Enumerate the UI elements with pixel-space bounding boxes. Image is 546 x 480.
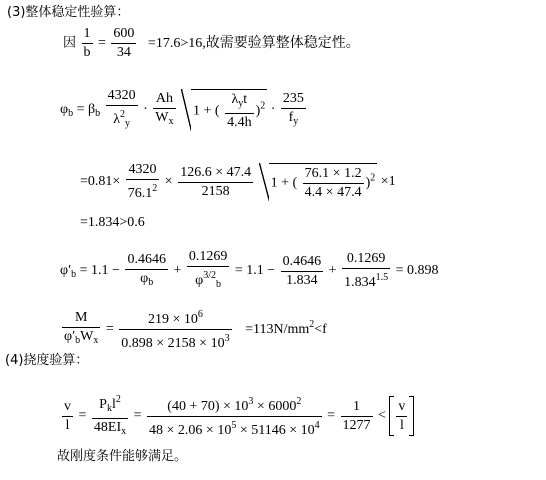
phi-b-symbol: $\varphi_b$ bbox=[60, 102, 74, 120]
plus: + bbox=[173, 263, 182, 279]
fraction-219e6 bbox=[119, 307, 231, 352]
frac-den: $48EI_x$ bbox=[93, 420, 127, 437]
section-4-title: (4)挠度验算： bbox=[5, 353, 89, 368]
equals: = bbox=[327, 408, 336, 424]
fraction-l-over-b bbox=[82, 26, 93, 61]
frac-den: 34 bbox=[116, 45, 131, 60]
fraction-4320-lambda bbox=[106, 88, 138, 132]
equation-phi-b-prime bbox=[60, 249, 438, 293]
left-bracket bbox=[389, 396, 394, 436]
frac-den: 4.4h bbox=[227, 115, 252, 130]
frac-num: 4320 bbox=[126, 162, 160, 180]
phi-b-prime-symbol: $\varphi'_b$ bbox=[60, 263, 77, 281]
frac-den: b bbox=[83, 45, 91, 60]
fraction-01269-phi bbox=[187, 249, 230, 293]
fraction-v-l bbox=[62, 399, 73, 434]
equals-beta: = $\beta_b$ bbox=[76, 102, 101, 120]
frac-num: 4320 bbox=[106, 88, 138, 106]
plus: + bbox=[328, 263, 337, 279]
frac-num: 0.1269 bbox=[342, 251, 390, 269]
equation-phi-b-formula bbox=[60, 88, 308, 132]
equation-phi-b-substitution bbox=[80, 162, 396, 202]
fraction-04646-phi bbox=[125, 252, 168, 291]
frac-den: $\lambda^2_y$ bbox=[113, 109, 131, 129]
frac-den: $\varphi'_bW_x$ bbox=[64, 329, 99, 346]
frac-den: l bbox=[399, 417, 404, 433]
fraction-pk-l2 bbox=[92, 392, 128, 440]
equals: = 1.1 − bbox=[234, 263, 276, 279]
fraction-ah-wx bbox=[153, 91, 175, 130]
frac-den: $\varphi_b$ bbox=[140, 270, 154, 288]
equation-deflection bbox=[60, 392, 414, 440]
equation-phi-b-result: =1.834>0.6 bbox=[80, 215, 145, 230]
times: × bbox=[164, 174, 173, 190]
frac-num: $\lambda_yt$ bbox=[225, 92, 254, 114]
equals: = bbox=[105, 321, 114, 337]
frac-num: $P_kl^2$ bbox=[92, 392, 128, 419]
fraction-1-1277 bbox=[341, 399, 373, 434]
fraction-235-fy bbox=[281, 91, 306, 130]
conclusion-text: 故刚度条件能够满足。 bbox=[57, 449, 188, 464]
frac-den: $f_y$ bbox=[288, 109, 299, 127]
frac-num: $219 \times 10^6$ bbox=[119, 307, 231, 330]
fraction-m-phi-w bbox=[62, 310, 100, 349]
fraction-lambda-value bbox=[303, 166, 364, 201]
tail: $=113N/mm^2<f$ bbox=[245, 318, 327, 337]
equation-ratio-check bbox=[63, 26, 360, 61]
frac-num: 235 bbox=[281, 91, 306, 109]
fraction-deflection-values bbox=[147, 394, 322, 439]
equation-stress-check bbox=[60, 307, 327, 352]
fraction-v-l-limit bbox=[396, 399, 407, 434]
fraction-lambda-t bbox=[225, 92, 254, 131]
lead: =0.81× bbox=[80, 174, 121, 190]
right-bracket bbox=[409, 396, 414, 436]
less-than: < bbox=[378, 408, 386, 424]
fraction-04646-1834 bbox=[281, 254, 324, 289]
frac-den: 2158 bbox=[201, 183, 230, 199]
frac-num: v bbox=[62, 399, 73, 417]
frac-den: 4.4 × 47.4 bbox=[304, 185, 362, 200]
dot: · bbox=[143, 102, 148, 118]
text-tail: =17.6>16,故需要验算整体稳定性。 bbox=[147, 35, 360, 51]
frac-num: 0.4646 bbox=[125, 252, 168, 270]
frac-den: $W_x$ bbox=[155, 109, 174, 127]
frac-den: 1277 bbox=[342, 417, 371, 433]
frac-num: 0.4646 bbox=[281, 254, 324, 272]
fraction-ah-value bbox=[178, 165, 253, 200]
section-3-title: (3)整体稳定性验算： bbox=[7, 5, 130, 20]
frac-den: $48 \times 2.06 \times 10^5 \times 51146 \times 10^4$ bbox=[149, 419, 320, 438]
equals: = bbox=[133, 408, 142, 424]
result: = 0.898 bbox=[395, 263, 439, 279]
frac-den: $0.898 \times 2158 \times 10^3$ bbox=[121, 333, 230, 351]
fraction-600-34 bbox=[111, 26, 136, 61]
frac-num: 126.6 × 47.4 bbox=[178, 165, 253, 183]
frac-num: Ah bbox=[153, 91, 175, 109]
square-root: 1 + ( $\frac{76.1 \times 1.2}{4.4 \times 47.4}$ )$^2$ bbox=[259, 163, 378, 201]
frac-den: 76.1$^2$ bbox=[127, 183, 158, 201]
frac-den: l bbox=[65, 417, 70, 433]
equals: = bbox=[78, 408, 87, 424]
dot: · bbox=[270, 102, 276, 118]
frac-den: 1.834 bbox=[286, 272, 318, 288]
equals: = bbox=[98, 35, 106, 51]
equals: = 1.1 − bbox=[79, 263, 120, 279]
frac-den: $\varphi^{3/2}_b$ bbox=[195, 270, 222, 290]
fraction-4320-76 bbox=[126, 162, 160, 202]
frac-num: 1 bbox=[341, 399, 373, 417]
frac-num: M bbox=[62, 310, 100, 328]
frac-num: 0.1269 bbox=[187, 249, 230, 267]
frac-num: 600 bbox=[111, 26, 136, 44]
frac-num: $(40 + 70) \times 10^3 \times 6000^2$ bbox=[147, 394, 322, 417]
frac-num: v bbox=[396, 399, 407, 417]
square-root: 1 + ( $\frac{\lambda_yt}{4.4h}$ )$^2$ bbox=[181, 89, 267, 131]
frac-den: $1.834^{1.5}$ bbox=[344, 272, 389, 290]
fraction-01269-1834 bbox=[342, 251, 390, 291]
text-lead: 因 bbox=[63, 35, 77, 51]
frac-num: 1 bbox=[82, 26, 93, 44]
tail: ×1 bbox=[380, 174, 396, 190]
frac-num: 76.1 × 1.2 bbox=[303, 166, 364, 184]
